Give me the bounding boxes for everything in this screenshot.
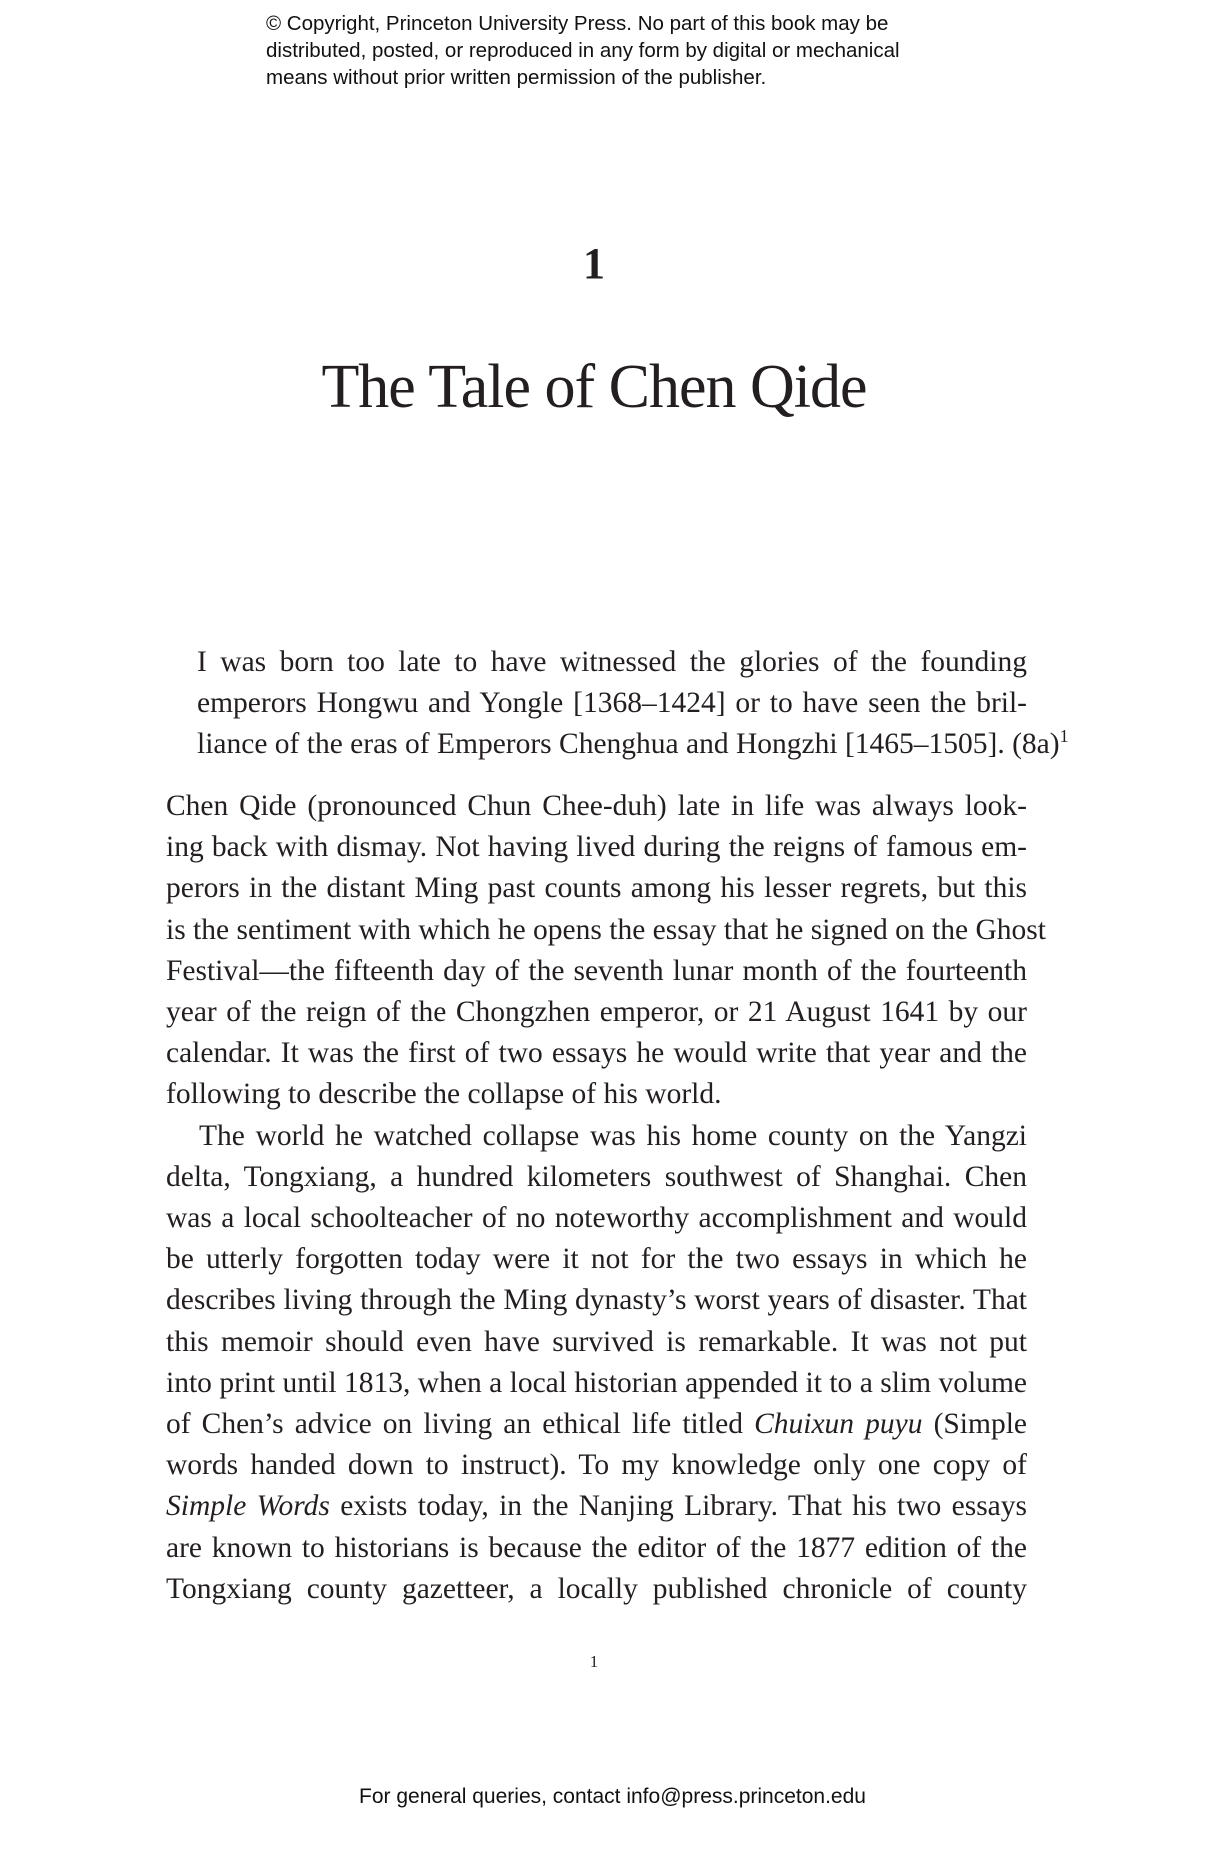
copyright-line: distributed, posted, or reproduced in any form by digital or mechanical bbox=[266, 39, 900, 62]
text-line: is the sentiment with which he opens the essay that he signed on the Ghost bbox=[166, 913, 1046, 946]
chapter-number: 1 bbox=[583, 239, 605, 288]
text-line: year of the reign of the Chongzhen emperor, or 21 August 1641 by our bbox=[166, 996, 1027, 1029]
book-title: Simple Words bbox=[166, 1490, 330, 1523]
epigraph-line-text: liance of the eras of Emperors Chenghua and Hongzhi [1465–1505]. (8a) bbox=[197, 728, 1060, 760]
chapter-title: The Tale of Chen Qide bbox=[321, 353, 867, 421]
text-line: Festival—the fifteenth day of the seventh lunar month of the fourteenth bbox=[166, 954, 1027, 987]
text-line: words handed down to instruct). To my knowledge only one copy of bbox=[166, 1449, 1027, 1482]
epigraph bbox=[197, 642, 1069, 765]
copyright-line: © Copyright, Princeton University Press. No part of this book may be bbox=[266, 12, 889, 35]
text-line: ing back with dismay. Not having lived during the reigns of famous em- bbox=[166, 831, 1027, 864]
text-line: perors in the distant Ming past counts among his lesser regrets, but this bbox=[166, 872, 1027, 905]
text-line: are known to historians is because the editor of the 1877 edition of the bbox=[166, 1531, 1027, 1564]
footer-contact: For general queries, contact info@press.princeton.edu bbox=[359, 1785, 866, 1808]
footnote-reference: 1 bbox=[1059, 726, 1069, 746]
text-run: exists today, in the Nanjing Library. That his two essays bbox=[329, 1490, 1028, 1523]
text-line: this memoir should even have survived is remarkable. It was not put bbox=[166, 1325, 1027, 1358]
text-line bbox=[166, 1404, 1027, 1445]
epigraph-line: I was born too late to have witnessed the glories of the founding bbox=[197, 646, 1027, 678]
text-run: (Simple bbox=[922, 1408, 1027, 1441]
text-line: into print until 1813, when a local historian appended it to a slim volume bbox=[166, 1366, 1027, 1399]
text-line: following to describe the collapse of his world. bbox=[166, 1078, 722, 1111]
text-line: describes living through the Ming dynasty’s worst years of disaster. That bbox=[166, 1284, 1027, 1317]
book-title: Chuixun puyu bbox=[754, 1408, 923, 1441]
text-line: Tongxiang county gazetteer, a locally published chronicle of county bbox=[166, 1572, 1027, 1605]
paragraph bbox=[166, 786, 1046, 1116]
paragraph bbox=[166, 1116, 1027, 1610]
text-line: Chen Qide (pronounced Chun Chee-duh) late in life was always look- bbox=[166, 790, 1027, 822]
text-line: be utterly forgotten today were it not for the two essays in which he bbox=[166, 1243, 1027, 1276]
epigraph-line: emperors Hongwu and Yongle [1368–1424] or to have seen the bril- bbox=[197, 687, 1027, 719]
copyright-notice bbox=[266, 10, 1026, 91]
text-line: The world he watched collapse was his home county on the Yangzi bbox=[199, 1119, 1027, 1152]
text-line bbox=[166, 1486, 1027, 1527]
text-line: delta, Tongxiang, a hundred kilometers southwest of Shanghai. Chen bbox=[166, 1160, 1027, 1193]
epigraph-line bbox=[197, 724, 1069, 765]
body-text bbox=[166, 786, 1046, 1610]
page-number: 1 bbox=[589, 1652, 599, 1671]
text-line: calendar. It was the first of two essays he would write that year and the bbox=[166, 1037, 1027, 1070]
copyright-line: means without prior written permission of the publisher. bbox=[266, 66, 767, 89]
text-run: of Chen’s advice on living an ethical life titled bbox=[166, 1408, 755, 1441]
text-line: was a local schoolteacher of no noteworthy accomplishment and would bbox=[166, 1202, 1027, 1235]
